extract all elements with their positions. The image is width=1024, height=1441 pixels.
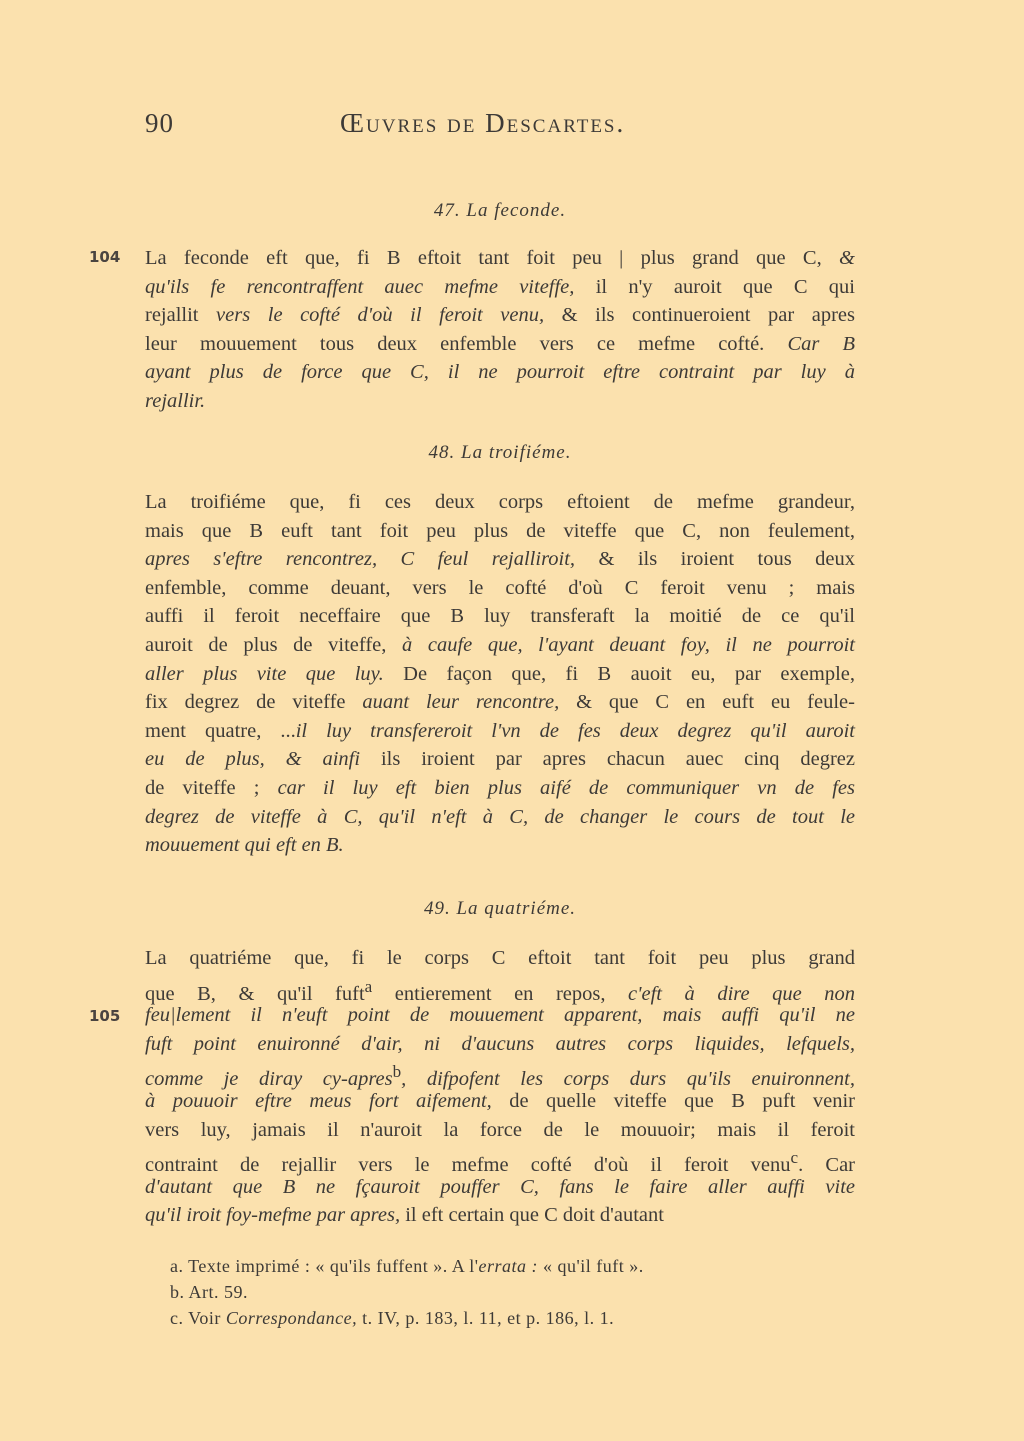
text-run: La quatriéme que, fi le corps C eftoit tant foit peu plus grand bbox=[145, 947, 855, 969]
paragraph-48 bbox=[145, 488, 855, 860]
section-title-49: 49. La quatriéme. bbox=[423, 898, 577, 919]
footnote-marker: a bbox=[364, 976, 373, 996]
running-title: Œuvres de Descartes. bbox=[340, 108, 626, 138]
text-run: il luy transfereroit l'vn de fes deux degrez qu'il auroit bbox=[295, 719, 855, 742]
section-title-47: 47. La feconde. bbox=[433, 200, 567, 221]
text-run: c'eft à dire que non bbox=[628, 982, 855, 1005]
text-run: . Car bbox=[798, 1153, 855, 1176]
text-line bbox=[145, 944, 855, 973]
text-run: ayant plus de force que C, il ne pourroit eftre contraint par luy à bbox=[145, 361, 855, 384]
text-run: b. Art. 59. bbox=[170, 1282, 249, 1302]
text-run: ment quatre, ... bbox=[145, 719, 296, 742]
text-run: , difpofent les corps durs qu'ils enuironnent, bbox=[401, 1068, 855, 1091]
text-line bbox=[145, 602, 855, 631]
text-run: vers luy, jamais il n'auroit la force de le mouuoir; mais il feroit bbox=[145, 1118, 855, 1141]
text-run: entierement en repos, bbox=[372, 982, 629, 1005]
text-line bbox=[145, 574, 855, 603]
text-run: apres s'eftre rencontrez, C feul rejalliroit, bbox=[145, 548, 576, 571]
text-line bbox=[145, 631, 855, 660]
text-line bbox=[145, 244, 855, 273]
text-line bbox=[145, 1201, 855, 1230]
text-run: c. Voir bbox=[170, 1308, 226, 1328]
footnote bbox=[170, 1279, 860, 1305]
text-run: « qu'il fuft ». bbox=[538, 1256, 644, 1276]
text-run: mouuement qui eft en B. bbox=[145, 834, 344, 857]
footnotes bbox=[170, 1253, 860, 1331]
text-line bbox=[145, 273, 855, 302]
text-line bbox=[145, 1001, 855, 1030]
footnote bbox=[170, 1253, 860, 1279]
paragraph-47 bbox=[145, 244, 855, 416]
text-line bbox=[145, 774, 855, 803]
text-line bbox=[145, 803, 855, 832]
text-line bbox=[145, 301, 855, 330]
text-run: leur mouuement tous deux enfemble vers ce mefme cofté. bbox=[145, 332, 788, 355]
text-line bbox=[145, 717, 855, 746]
text-run: de quelle viteffe que B puft venir bbox=[491, 1089, 855, 1112]
text-run: à caufe que, l'ayant deuant foy, il ne pourroit bbox=[401, 633, 855, 656]
footnote-marker: b bbox=[392, 1062, 402, 1082]
footnote-marker: c bbox=[790, 1148, 799, 1168]
text-run: de viteffe ; bbox=[145, 776, 278, 799]
text-run: & que C en euft eu feule- bbox=[559, 691, 855, 714]
text-run: a. Texte imprimé : « qu'ils fuffent ». A l' bbox=[170, 1256, 479, 1276]
text-run: contraint de rejallir vers le mefme cofté d'où il feroit venu bbox=[145, 1153, 791, 1176]
text-run: De façon que, fi B auoit eu, par exemple, bbox=[383, 662, 855, 685]
page-number: 90 bbox=[145, 108, 174, 138]
text-run: d'autant que B ne fçauroit pouffer C, fans le faire aller auffi vite bbox=[145, 1175, 855, 1198]
text-run: que B, & qu'il fuft bbox=[145, 982, 365, 1005]
text-run: auroit de plus de viteffe, bbox=[145, 633, 402, 656]
text-line bbox=[145, 688, 855, 717]
text-run: fuft point enuironné d'air, ni d'aucuns autres corps liquides, lefquels, bbox=[145, 1032, 855, 1055]
text-run: enfemble, comme deuant, vers le cofté d'où C feroit venu ; mais bbox=[145, 576, 855, 599]
text-run: degrez de viteffe à C, qu'il n'eft à C, de changer le cours de tout le bbox=[145, 805, 855, 828]
text-run: auant leur rencontre, bbox=[362, 691, 560, 714]
text-run: t. IV, p. 183, l. 11, et p. 186, l. 1. bbox=[357, 1308, 615, 1328]
text-run: ils iroient par apres chacun auec cinq degrez bbox=[360, 748, 855, 771]
text-run: fix degrez de viteffe bbox=[145, 691, 363, 714]
text-run: à pouuoir eftre meus fort aifement, bbox=[145, 1089, 492, 1112]
text-line bbox=[145, 1116, 855, 1145]
text-run: mais que B euft tant foit peu plus de viteffe que C, non feulement, bbox=[145, 519, 855, 542]
text-run: Correspondance, bbox=[225, 1308, 358, 1328]
text-run: rejallir. bbox=[145, 389, 206, 412]
footnote bbox=[170, 1305, 860, 1331]
text-run: rejallit bbox=[145, 304, 217, 327]
text-line bbox=[145, 488, 855, 517]
text-run: aller plus vite que luy. bbox=[145, 662, 384, 685]
text-line bbox=[145, 330, 855, 359]
text-run: & ils continueroient par apres bbox=[544, 304, 855, 327]
section-title-48: 48. La troifiéme. bbox=[428, 442, 572, 463]
text-line bbox=[145, 517, 855, 546]
text-line bbox=[145, 1087, 855, 1116]
text-line bbox=[145, 1058, 855, 1091]
text-run: Car B bbox=[787, 332, 855, 355]
paragraph-49 bbox=[145, 944, 855, 1230]
text-run: il eft certain que C doit d'autant bbox=[400, 1204, 664, 1227]
text-line bbox=[145, 1030, 855, 1059]
text-line bbox=[145, 831, 855, 860]
text-run: eu de plus, & ainfi bbox=[145, 748, 361, 771]
text-line bbox=[145, 387, 855, 416]
text-line bbox=[145, 545, 855, 574]
text-run: il n'y auroit que C qui bbox=[574, 275, 855, 298]
text-line bbox=[145, 1173, 855, 1202]
text-run: & ils iroient tous deux bbox=[575, 548, 855, 571]
text-line bbox=[145, 358, 855, 387]
page-header bbox=[145, 108, 855, 148]
margin-ref-105: 105 bbox=[89, 1007, 121, 1025]
text-run: La feconde eft que, fi B eftoit tant foit peu | plus grand que C, bbox=[145, 247, 840, 269]
text-run: La troifiéme que, fi ces deux corps eftoient de mefme grandeur, bbox=[145, 491, 855, 513]
text-run: comme je diray cy-apres bbox=[145, 1068, 393, 1091]
text-run: & bbox=[839, 247, 855, 269]
text-line bbox=[145, 973, 855, 1005]
margin-ref-104: 104 bbox=[89, 248, 121, 266]
text-run: feu|lement il n'euft point de mouuement apparent, mais auffi qu'il ne bbox=[145, 1004, 855, 1027]
text-line bbox=[145, 660, 855, 689]
text-run: vers le cofté d'où il feroit venu, bbox=[216, 304, 545, 327]
text-line bbox=[145, 1144, 855, 1176]
text-run: auffi il feroit neceffaire que B luy transferaft la moitié de ce qu'il bbox=[145, 605, 855, 628]
text-run: errata : bbox=[478, 1256, 539, 1276]
text-line bbox=[145, 745, 855, 774]
text-run: car il luy eft bien plus aifé de communiquer vn de fes bbox=[277, 776, 855, 799]
text-run: qu'il iroit foy-mefme par apres, bbox=[145, 1204, 401, 1227]
text-run: qu'ils fe rencontraffent auec mefme viteffe, bbox=[145, 275, 575, 298]
